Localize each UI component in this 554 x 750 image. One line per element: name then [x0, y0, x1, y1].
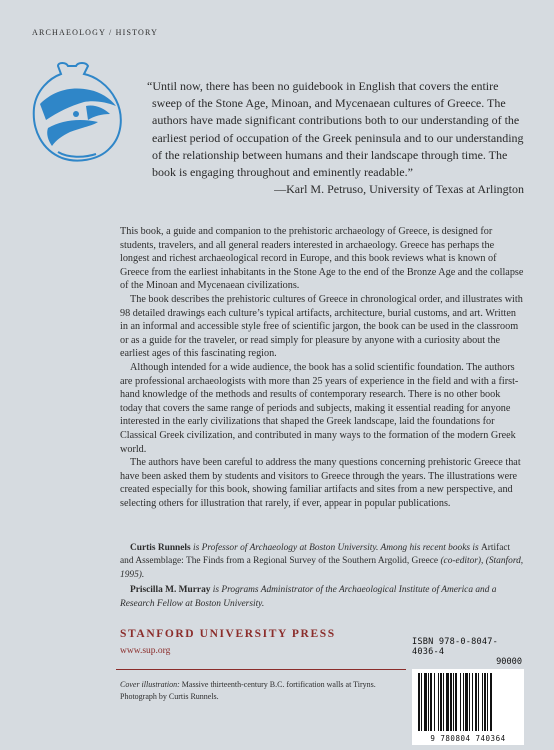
- barcode-bar: [478, 673, 479, 731]
- cover-credit: [120, 679, 410, 703]
- author-name: Curtis Runnels: [130, 543, 191, 553]
- author-name: Priscilla M. Murray: [130, 585, 211, 596]
- cover-label: Cover illustration:: [120, 680, 180, 689]
- bio-murray: [120, 584, 524, 611]
- barcode-bar: [418, 673, 420, 731]
- description-paragraph: The book describes the prehistoric cultures of Greece in chronological order, and illustrates with 98 detailed drawings each culture’s typical artifacts, architecture, burial customs, and art. Written in an informal and accessible style free of scientific jargon, the book can be used in the classroom or as a guide for the traveler, or read simply for pleasure by anyone with a curiosity about the earliest ages of this fascinating region.: [120, 293, 523, 360]
- barcode-bar: [438, 673, 439, 731]
- barcode-bar: [463, 673, 464, 731]
- barcode-bars: [418, 673, 518, 731]
- barcode-bar: [465, 673, 468, 731]
- barcode-bar: [446, 673, 449, 731]
- quote-text: “Until now, there has been no guidebook in English that covers the entire sweep of the Stone Age, Minoan, and Mycenaean cultures of Greece. The authors have made significant contributions both to our understanding of the earliest period of occupation of the Greek peninsula and to our understanding of the relationship between humans and their landscape through time. The book is engaging throughout and eminently readable.”: [147, 79, 524, 180]
- barcode-bar: [424, 673, 427, 731]
- barcode-bar: [490, 673, 492, 731]
- bio-text: is Professor of Archaeology at Boston University. Among his recent books is: [190, 543, 481, 553]
- barcode-bar: [484, 673, 486, 731]
- book-title: Artifact and Assemblage: The Finds from a Regional Survey of the Southern Argolid, Greece: [120, 543, 511, 567]
- barcode-bar: [455, 673, 457, 731]
- bio-text: (co-editor), (Stanford, 1995).: [120, 556, 524, 580]
- description-paragraph: The authors have been careful to address the many questions concerning prehistoric Greece that have been asked them by students and visitors to Greece through the years. The illustrations were created especially for this book, showing familiar artifacts and sites from a new perspective, and selecting others for illustration that rarely, if ever, appear in popular publications.: [120, 457, 521, 509]
- barcode-bar: [453, 673, 454, 731]
- painted-vase-icon: [28, 60, 124, 164]
- barcode-bar: [487, 673, 488, 731]
- description-paragraph: Although intended for a wide audience, the book has a solid scientific foundation. The authors are professional archaeologists with more than 25 years of experience in the field and with a first-hand knowledge of the methods and results of contemporary research. There is no other book today that covers the same range of periods and subjects, making it essential reading for anyone interested in the early civilizations that shaped the Greek landscape, laid the foundations for Classical Greek civilization, and contributed in many ways to the formation of the modern Greek world.: [120, 361, 519, 455]
- author-bios: [120, 542, 524, 613]
- bio-text: is Programs Administrator of the Archaeological Institute of America and a Research Fellow at Boston University.: [120, 585, 497, 609]
- barcode-bar: [443, 673, 444, 731]
- price-code: 90000: [496, 657, 522, 667]
- barcode: [412, 669, 524, 745]
- description-paragraph: This book, a guide and companion to the prehistoric archaeology of Greece, is designed for students, travelers, and all general readers interested in archaeology. Greece has perhaps the longest and richest archaeological record in Europe, and this book reviews what is known of Greece from the earliest inhabitants in the Stone Age to the end of the Bronze Age and the collapse of the Minoan and Mycenaean civilizations.: [120, 226, 524, 292]
- quote-attribution: —Karl M. Petruso, University of Texas at Arlington: [274, 182, 524, 197]
- photo-credit: Photograph by Curtis Runnels.: [120, 692, 219, 701]
- barcode-bar: [450, 673, 452, 731]
- barcode-bar: [430, 673, 432, 731]
- description: [120, 225, 524, 510]
- isbn-block: [412, 637, 524, 745]
- publisher-name: STANFORD UNIVERSITY PRESS: [120, 628, 336, 640]
- barcode-bar: [428, 673, 429, 731]
- barcode-bar: [469, 673, 470, 731]
- barcode-bar: [482, 673, 483, 731]
- barcode-bar: [475, 673, 477, 731]
- divider: [116, 669, 406, 670]
- cover-caption: Massive thirteenth-century B.C. fortification walls at Tiryns.: [179, 680, 376, 689]
- barcode-bar: [440, 673, 442, 731]
- barcode-bar: [421, 673, 422, 731]
- endorsement-quote: [147, 78, 524, 198]
- publisher-url[interactable]: www.sup.org: [120, 646, 171, 656]
- category-label: ARCHAEOLOGY / HISTORY: [32, 28, 159, 37]
- bio-runnels: [120, 542, 524, 582]
- barcode-bar: [434, 673, 435, 731]
- barcode-bar: [472, 673, 473, 731]
- barcode-bar: [460, 673, 461, 731]
- barcode-number: 9 780804 740364: [430, 734, 506, 743]
- isbn-number: ISBN 978-0-8047-4036-4: [412, 637, 498, 657]
